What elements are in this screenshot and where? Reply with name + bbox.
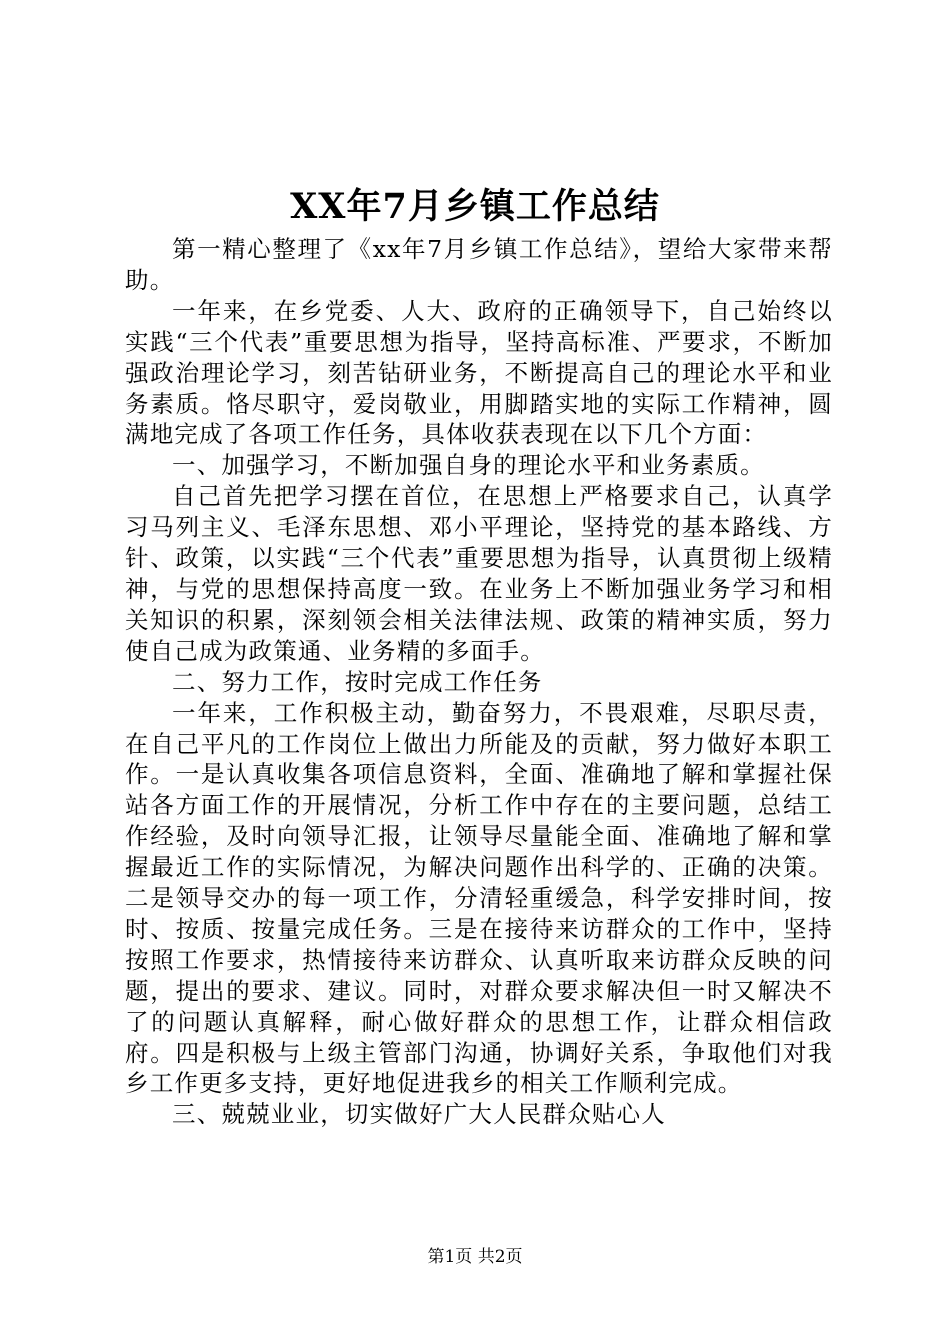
heading-section-2: 二、努力工作，按时完成工作任务: [172, 667, 543, 696]
page-footer: 第1页 共2页: [427, 1247, 523, 1267]
paragraph-overview: 一年来，在乡党委、人大、政府的正确领导下，自己始终以实践“三个代表”重要思想为指导，坚持高标准、严要求，不断加强政治理论学习，刻苦钻研业务，不断提高自己的理论水平和业务素质。恪尽职守，爱岗敬业，用脚踏实地的实际工作精神，圆满地完成了各项工作任务，具体收获表现在以下几个方面：: [125, 296, 833, 449]
heading-section-3: 三、兢兢业业，切实做好广大人民群众贴心人: [172, 1100, 666, 1129]
paragraph-section-1: 自己首先把学习摆在首位，在思想上严格要求自己，认真学习马列主义、毛泽东思想、邓小平理论，坚持党的基本路线、方针、政策，以实践“三个代表”重要思想为指导，认真贯彻上级精神，与党的思想保持高度一致。在业务上不断加强业务学习和相关知识的积累，深刻领会相关法律法规、政策的精神实质，努力使自己成为政策通、业务精的多面手。: [125, 482, 833, 665]
paragraph-section-2: 一年来，工作积极主动，勤奋努力，不畏艰难，尽职尽责，在自己平凡的工作岗位上做出力所能及的贡献，努力做好本职工作。一是认真收集各项信息资料，全面、准确地了解和掌握社保站各方面工作的开展情况，分析工作中存在的主要问题，总结工作经验，及时向领导汇报，让领导尽量能全面、准确地了解和掌握最近工作的实际情况，为解决问题作出科学的、正确的决策。二是领导交办的每一项工作，分清轻重缓急，科学安排时间，按时、按质、按量完成任务。三是在接待来访群众的工作中，坚持按照工作要求，热情接待来访群众、认真听取来访群众反映的问题，提出的要求、建议。同时，对群众要求解决但一时又解决不了的问题认真解释，耐心做好群众的思想工作，让群众相信政府。四是积极与上级主管部门沟通，协调好关系，争取他们对我乡工作更多支持，更好地促进我乡的相关工作顺利完成。: [125, 698, 833, 1098]
document-body: [125, 234, 833, 1130]
heading-section-1: 一、加强学习，不断加强自身的理论水平和业务素质。: [172, 451, 765, 480]
document-title: XX年7月乡镇工作总结: [290, 186, 660, 227]
paragraph-intro: 第一精心整理了《xx年7月乡镇工作总结》，望给大家带来帮助。: [125, 235, 833, 294]
